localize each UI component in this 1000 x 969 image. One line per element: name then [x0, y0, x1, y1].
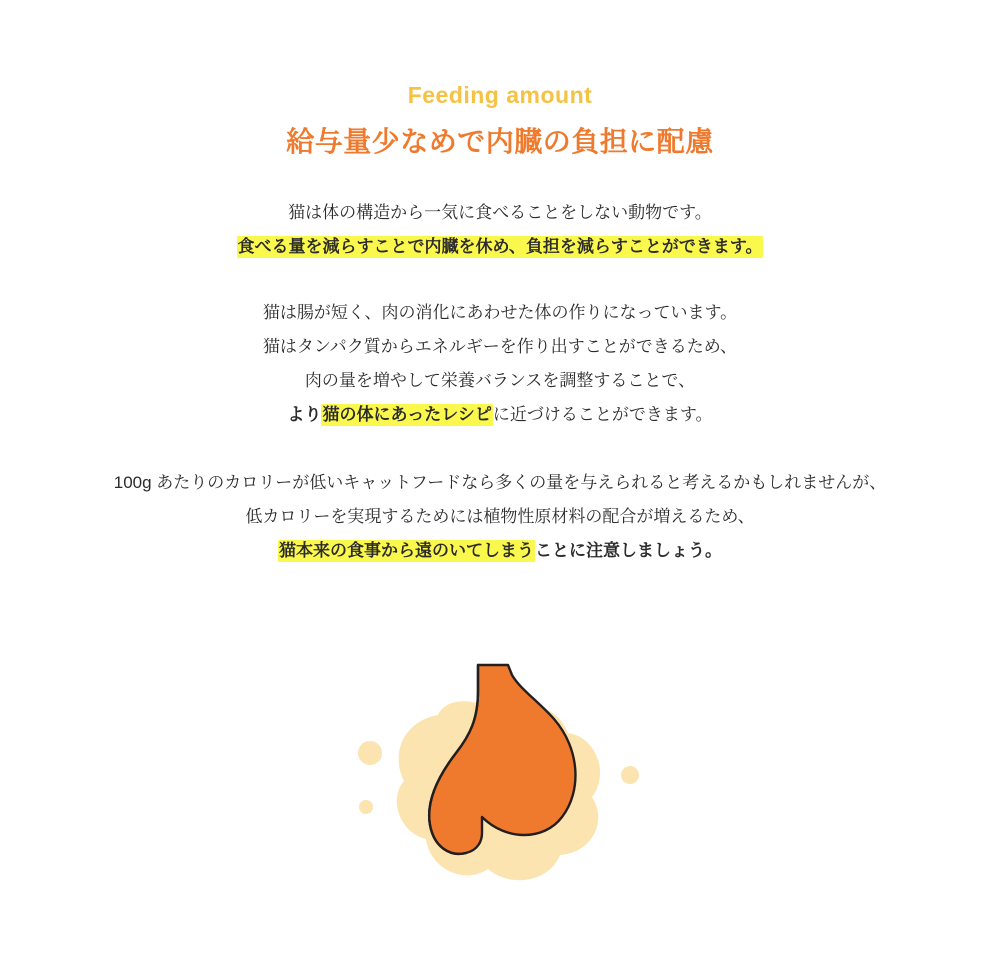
stomach-illustration: [0, 657, 1000, 917]
text-span: 低カロリーを実現するためには植物性原材料の配合が増えるため、: [245, 506, 755, 526]
paragraph-1-line-1: [0, 196, 1000, 230]
text-span: に近づけることができます。: [492, 404, 713, 424]
page-root: [0, 82, 1000, 969]
paragraph-3: [0, 466, 1000, 568]
text-span: 猫は腸が短く、肉の消化にあわせた体の作りになっています。: [262, 302, 738, 322]
text-span: ことに注意しましょう。: [535, 540, 722, 560]
paragraph-2: [0, 296, 1000, 432]
text-span: より: [287, 404, 322, 424]
eyebrow-heading: Feeding amount: [407, 82, 593, 108]
highlighted-text: 食べる量を減らすことで内臓を休め、負担を減らすことができます。: [237, 236, 763, 256]
splash-dot-3: [621, 766, 639, 784]
paragraph-2-line-3: [0, 364, 1000, 398]
page-title: 給与量少なめで内臓の負担に配慮: [286, 125, 714, 157]
paragraph-3-line-2: [0, 500, 1000, 534]
paragraph-1-line-2: [0, 230, 1000, 264]
splash-dot-1: [358, 741, 382, 765]
paragraph-3-line-3: [0, 534, 1000, 568]
text-span: 肉の量を増やして栄養バランスを調整することで、: [304, 370, 696, 390]
paragraph-2-line-1: [0, 296, 1000, 330]
paragraph-3-line-1: [0, 466, 1000, 500]
text-span: 猫はタンパク質からエネルギーを作り出すことができるため、: [262, 336, 738, 356]
highlighted-text: 猫の体にあったレシピ: [322, 404, 492, 424]
text-span: 100g あたりのカロリーが低いキャットフードなら多くの量を与えられると考えるかもしれませんが、: [113, 472, 887, 492]
paragraph-1: [0, 196, 1000, 264]
stomach-shape: [429, 665, 575, 854]
highlighted-text: 猫本来の食事から遠のいてしまう: [279, 540, 534, 560]
splash-dot-2: [359, 800, 373, 814]
paragraph-2-line-4: [0, 398, 1000, 432]
paragraph-2-line-2: [0, 330, 1000, 364]
text-span: 猫は体の構造から一気に食べることをしない動物です。: [288, 202, 712, 222]
